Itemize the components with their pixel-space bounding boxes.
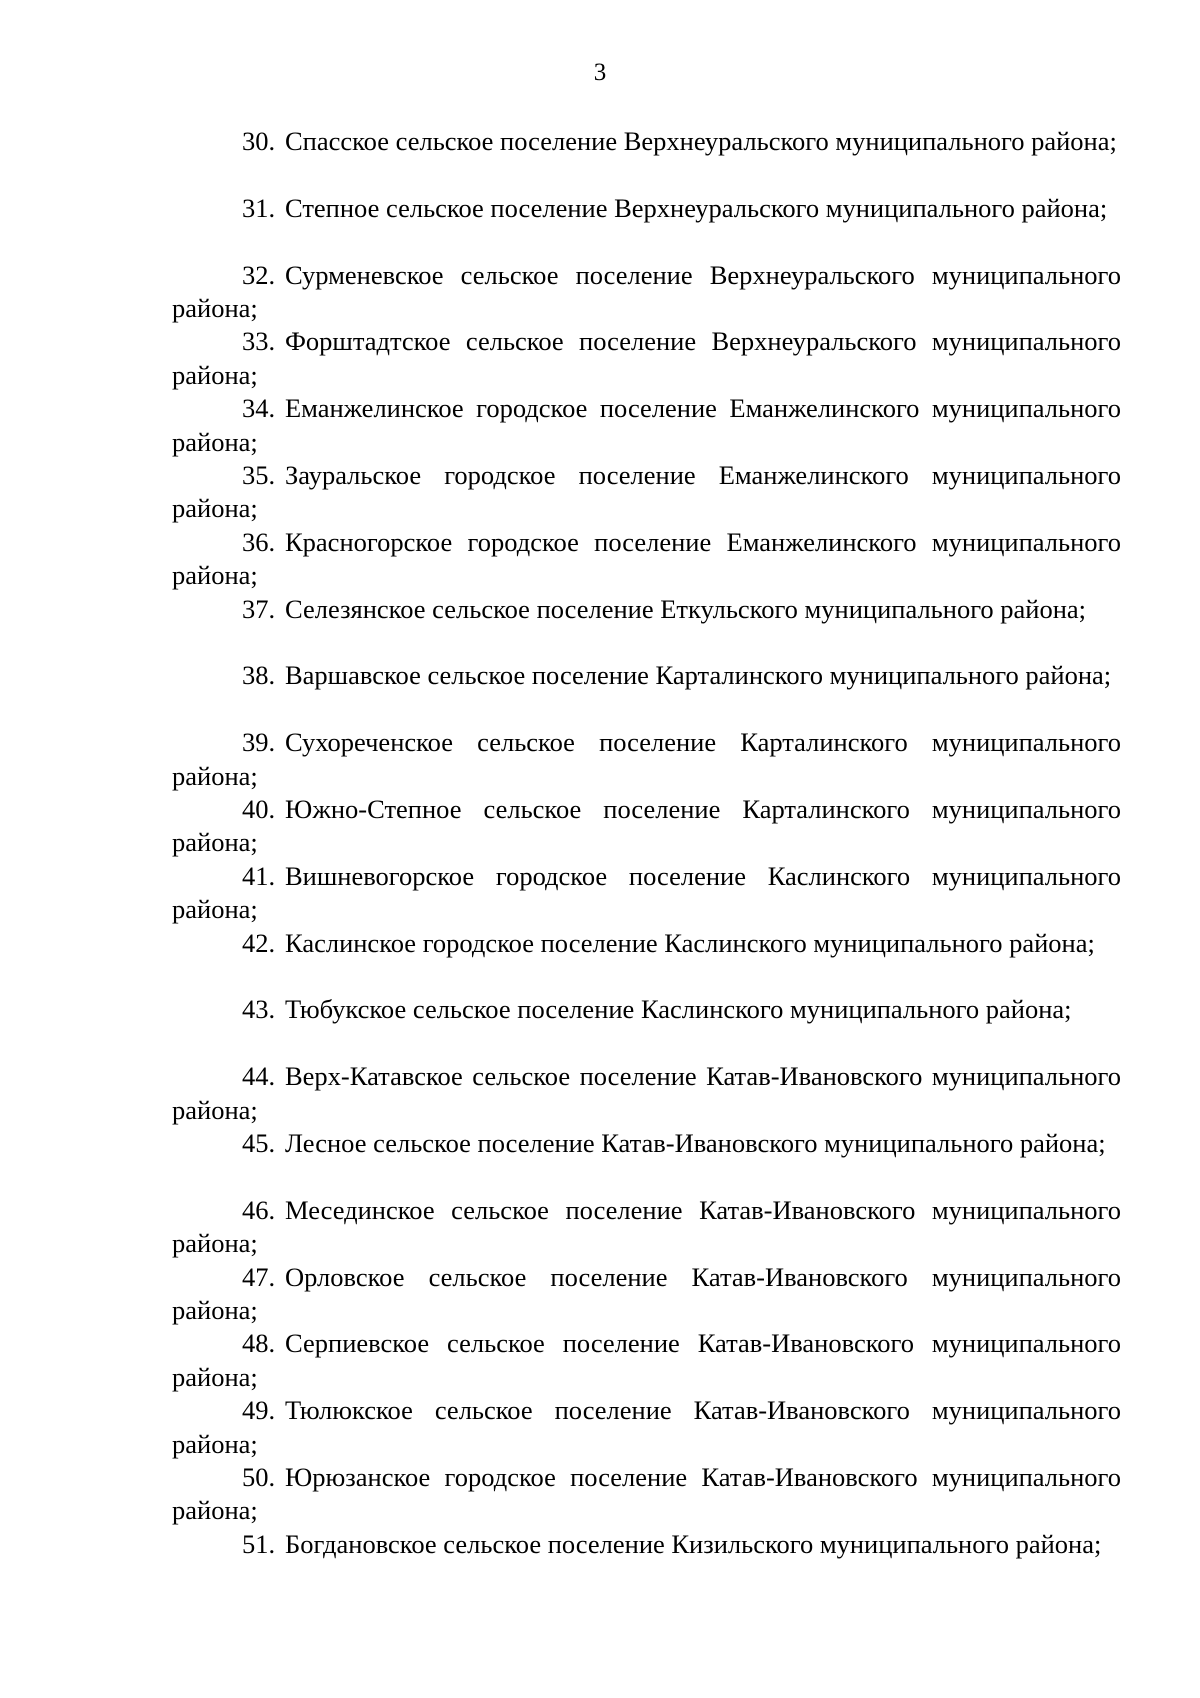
list-item xyxy=(172,125,1121,192)
item-number: 35. xyxy=(242,459,276,490)
item-text: Орловское сельское поселение Катав-Ивановского муниципального района; xyxy=(172,1261,1121,1325)
item-text: Месединское сельское поселение Катав-Ивановского муниципального района; xyxy=(172,1194,1121,1259)
item-number: 46. xyxy=(242,1194,276,1225)
list-item xyxy=(172,1528,1121,1595)
item-text: Южно-Степное сельское поселение Карталинского муниципального района; xyxy=(172,793,1121,858)
item-number: 42. xyxy=(242,927,276,958)
item-text: Форштадтское сельское поселение Верхнеуральского муниципального района; xyxy=(172,326,1121,390)
list-item xyxy=(172,459,1121,526)
list-item xyxy=(172,1060,1121,1127)
item-number: 41. xyxy=(242,860,276,891)
item-number: 47. xyxy=(242,1261,276,1292)
item-number: 40. xyxy=(242,793,276,824)
list-item xyxy=(172,392,1121,459)
list-item xyxy=(172,1127,1121,1194)
item-number: 33. xyxy=(242,326,276,357)
item-number: 31. xyxy=(242,192,276,223)
item-number: 39. xyxy=(242,727,276,758)
item-text: Тюбукское сельское поселение Каслинского муниципального района; xyxy=(285,994,1072,1025)
list-item xyxy=(172,1261,1121,1328)
list-item xyxy=(172,325,1121,392)
item-number: 34. xyxy=(242,393,276,424)
page-number: 3 xyxy=(593,59,607,86)
list-item xyxy=(172,659,1121,726)
item-text: Каслинское городское поселение Каслинского муниципального района; xyxy=(285,927,1095,958)
item-number: 43. xyxy=(242,994,276,1025)
list-item xyxy=(172,593,1121,660)
item-text: Лесное сельское поселение Катав-Ивановского муниципального района; xyxy=(285,1127,1106,1158)
item-text: Тюлюкское сельское поселение Катав-Ивановского муниципального района; xyxy=(172,1395,1121,1459)
list-item xyxy=(172,927,1121,994)
item-text: Верх-Катавское сельское поселение Катав-Ивановского муниципального района; xyxy=(172,1061,1121,1125)
list-item xyxy=(172,1394,1121,1461)
item-number: 37. xyxy=(242,593,276,624)
item-text: Юрюзанское городское поселение Катав-Ивановского муниципального района; xyxy=(172,1461,1121,1526)
list-item xyxy=(172,793,1121,860)
item-number: 48. xyxy=(242,1328,276,1359)
item-text: Сухореченское сельское поселение Карталинского муниципального района; xyxy=(172,727,1121,791)
item-text: Спасское сельское поселение Верхнеуральского муниципального района; xyxy=(285,126,1117,156)
item-text: Варшавское сельское поселение Карталинского муниципального района; xyxy=(285,660,1112,691)
item-number: 36. xyxy=(242,526,276,557)
item-number: 44. xyxy=(242,1061,276,1092)
item-text: Богдановское сельское поселение Кизильского муниципального района; xyxy=(285,1528,1102,1559)
list-item xyxy=(172,1327,1121,1394)
item-text: Зауральское городское поселение Еманжелинского муниципального района; xyxy=(172,459,1121,524)
item-text: Сурменевское сельское поселение Верхнеуральского муниципального района; xyxy=(172,259,1121,323)
item-number: 45. xyxy=(242,1127,276,1158)
list-item xyxy=(172,993,1121,1060)
item-number: 50. xyxy=(242,1461,276,1492)
item-text: Красногорское городское поселение Еманжелинского муниципального района; xyxy=(172,526,1121,591)
list-item xyxy=(172,726,1121,793)
item-number: 32. xyxy=(242,259,276,290)
list-item xyxy=(172,1194,1121,1261)
item-text: Селезянское сельское поселение Еткульского муниципального района; xyxy=(285,593,1087,624)
item-text: Степное сельское поселение Верхнеуральского муниципального района; xyxy=(285,192,1108,223)
list-item xyxy=(172,1461,1121,1528)
list-item xyxy=(172,526,1121,593)
item-number: 51. xyxy=(242,1528,276,1559)
list-item xyxy=(172,192,1121,259)
item-number: 49. xyxy=(242,1395,276,1426)
item-text: Вишневогорское городское поселение Каслинского муниципального района; xyxy=(172,860,1121,925)
list-item xyxy=(172,259,1121,326)
list-item xyxy=(172,860,1121,927)
item-number: 30. xyxy=(242,126,276,156)
item-number: 38. xyxy=(242,660,276,691)
item-text: Еманжелинское городское поселение Еманжелинского муниципального района; xyxy=(172,393,1121,457)
settlement-list xyxy=(172,125,1121,1595)
item-text: Серпиевское сельское поселение Катав-Ивановского муниципального района; xyxy=(172,1328,1121,1392)
